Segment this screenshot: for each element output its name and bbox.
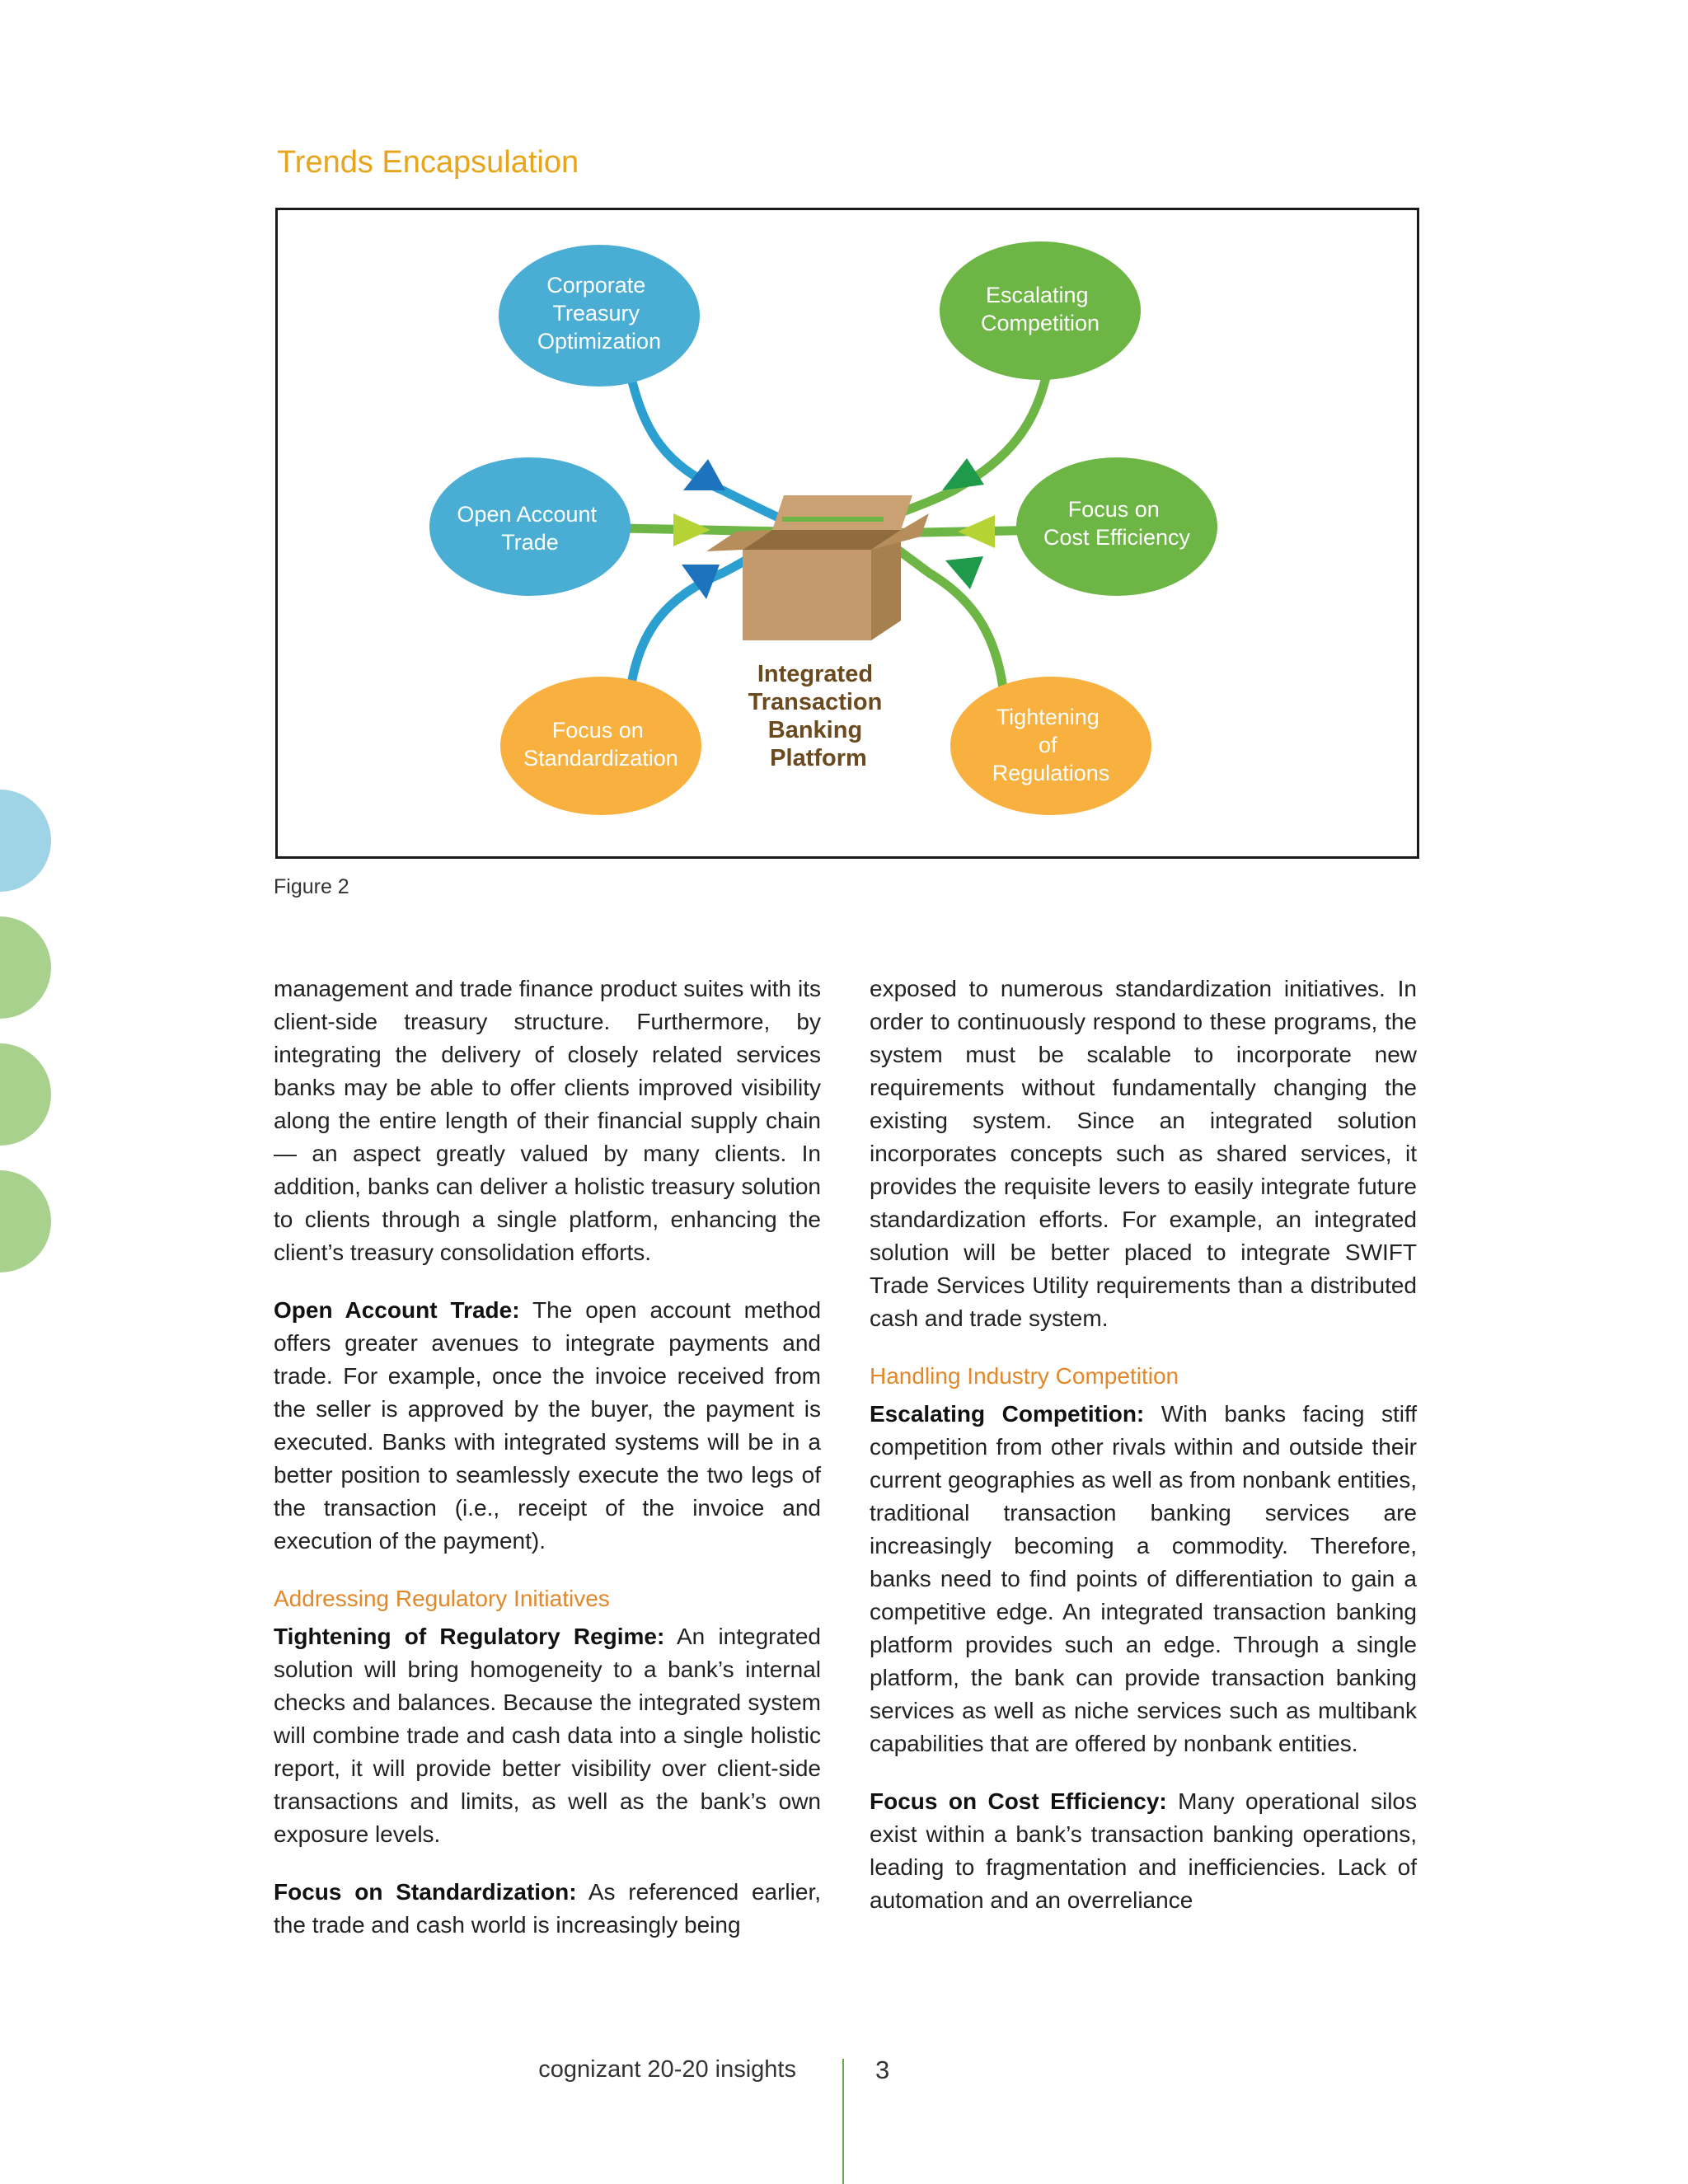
arrowhead-cost-efficiency [958, 515, 995, 548]
svg-text:Escalating Competition: Escalating Competition [980, 283, 1100, 335]
arrowhead-open-account [673, 513, 710, 546]
decorative-circle-green-2 [0, 1043, 51, 1146]
left-column [274, 972, 821, 1966]
arrow-corporate-treasury [631, 375, 782, 519]
node-regulations [950, 677, 1151, 815]
paragraph: exposed to numerous standardization initiatives. In order to continuously respond to these programs, the system must be scalable to incorporate new requirements without fundamentally changing the existing system. Since an integrated solution incorporates concepts such as shared services, it provides the requisite levers to easily integrate future standardization efforts. For example, an integrated solution will be better placed to integrate SWIFT Trade Services Utility requirements than a distributed cash and trade system. [870, 976, 1417, 1331]
page-number: 3 [875, 2055, 890, 2084]
trends-diagram-svg [278, 210, 1417, 856]
paragraph-regulatory-regime: Tightening of Regulatory Regime: An integrated solution will bring homogeneity to a bank’s internal checks and balances. Because the integrated system will combine trade and cash data into a single holistic report, it will provide better visibility over client-side transactions and limits, as well as the bank’s own exposure levels. [274, 1624, 821, 1847]
svg-text:Focus on Cost Efficien: Focus on Cost Efficiency [1043, 497, 1191, 550]
footer-divider [842, 2059, 844, 2184]
node-corporate-treasury [499, 245, 700, 387]
paragraph-standardization: Focus on Standardization: As referenced earlier, the trade and cash world is increasingly being [274, 1879, 822, 1938]
decorative-circle-blue [0, 790, 51, 892]
subheading-regulatory: Addressing Regulatory Initiatives [274, 1586, 610, 1611]
figure-caption: Figure 2 [274, 875, 349, 898]
paragraph: management and trade finance product suites with its client-side treasury structure. Furthermore, by integrating the delivery of closely related services banks may be able to offer clients improved visibility along the entire length of their financial supply chain — an aspect greatly valued by many clients. In addition, banks can deliver a holistic treasury solution to clients through a single platform, enhancing the client’s treasury consolidation efforts. [274, 976, 821, 1265]
figure-diagram [275, 208, 1419, 859]
arrow-regulations [884, 540, 1003, 688]
footer-brand: cognizant 20-20 insights [538, 2056, 796, 2083]
svg-text:Corporate Treasury: Corporate Treasury Optimization [537, 273, 662, 354]
subheading-competition: Handling Industry Competition [870, 1363, 1179, 1389]
svg-text:Open Account Trade: Open Account Trade [457, 502, 598, 555]
svg-text:Tightening of: Tightening of Regulations [992, 705, 1110, 785]
node-cost-efficiency [1016, 457, 1217, 596]
paragraph-escalating-competition: Escalating Competition: With banks facing stiff competition from other rivals within and outside their current geographies as well as from nonbank entities, traditional transaction banking services are increasingly becoming a commodity. Therefore, banks need to find points of differentiation to gain a competitive edge. An integrated transaction banking platform provides such an edge. Through a single platform, the bank can provide transaction banking services as well as niche services such as multibank capabilities that are offered by nonbank entities. [870, 1401, 1418, 1756]
node-open-account [429, 457, 631, 596]
svg-text:Focus on Standardizati: Focus on Standardization [523, 718, 678, 771]
node-escalating-competition [940, 241, 1141, 380]
right-column [870, 972, 1417, 1942]
decorative-circle-green-3 [0, 1170, 51, 1272]
paragraph-open-account: Open Account Trade: The open account method offers greater avenues to integrate payments and trade. For example, once the invoice received from the seller is approved by the buyer, the payment is executed. Banks with integrated systems will be in a better position to seamlessly execute the two legs of the transaction (i.e., receipt of the invoice and execution of the payment). [274, 1297, 822, 1554]
center-label: Integrated Transaction Banking Platform [748, 661, 883, 771]
decorative-circle-green-1 [0, 916, 51, 1019]
section-title: Trends Encapsulation [277, 145, 579, 180]
node-standardization [500, 677, 701, 815]
paragraph-cost-efficiency: Focus on Cost Efficiency: Many operational silos exist within a bank’s transaction banking operations, leading to fragmentation and inefficiencies. Lack of automation and an overreliance [870, 1788, 1417, 1913]
